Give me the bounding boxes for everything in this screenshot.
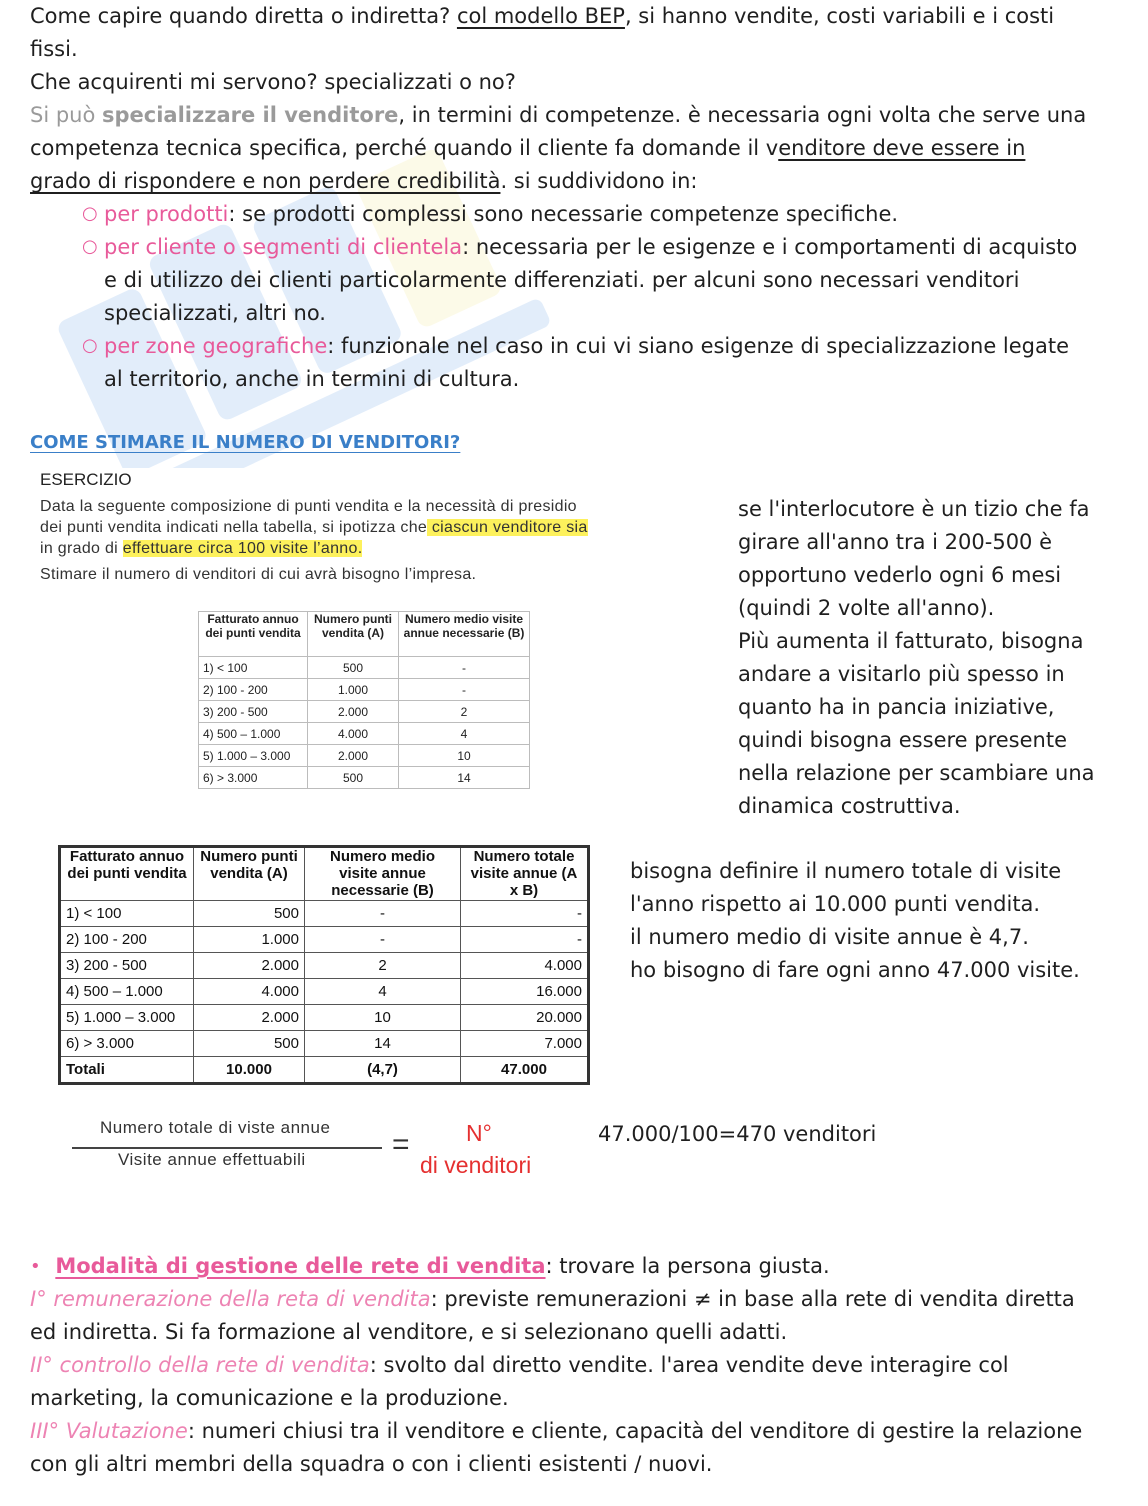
- bullet-cliente: [104, 231, 1077, 264]
- text: competenza tecnica specifica, perché quando il cliente fa domande il v: [30, 136, 779, 160]
- table-row: [60, 1005, 589, 1031]
- text: : trovare la persona giusta.: [545, 1254, 830, 1278]
- intro-line-5: [30, 132, 1025, 165]
- table-cell: 500: [308, 767, 399, 789]
- formula-fraction-bar: [72, 1147, 382, 1149]
- table-cell: 1) < 100: [60, 901, 194, 927]
- text-pink: per zone geografiche: [104, 334, 328, 358]
- intro-line-1: [30, 0, 1054, 33]
- text-pink: per prodotti: [104, 202, 229, 226]
- table-cell: -: [399, 657, 530, 679]
- formula-result-1: N°: [466, 1120, 492, 1146]
- side-note-1-line: (quindi 2 volte all'anno).: [738, 596, 995, 620]
- exercise-line-4: Stimare il numero di venditori di cui avrà bisogno l’impresa.: [40, 566, 477, 583]
- side-note-1-line: girare all'anno tra i 200-500 è: [738, 530, 1053, 554]
- side-note-1-line: quanto ha in pancia iniziative,: [738, 695, 1055, 719]
- text-italic: III° Valutazione: [30, 1419, 188, 1443]
- formula-equals: =: [392, 1128, 410, 1161]
- table-header: Numero totale visite annue (A x B): [461, 847, 589, 901]
- table-row: [199, 745, 530, 767]
- formula-calculation: 47.000/100=470 venditori: [598, 1122, 877, 1146]
- exercise-table: [198, 611, 530, 789]
- table-cell: -: [399, 679, 530, 701]
- table-row: [60, 927, 589, 953]
- text: , in termini di competenze. è necessaria ogni volta che serve una: [398, 103, 1087, 127]
- section2-title-line: [30, 1250, 830, 1284]
- side-note-1-line: quindi bisogna essere presente: [738, 728, 1067, 752]
- section2-p2: [30, 1349, 1009, 1382]
- side-note-2-line: l'anno rispetto ai 10.000 punti vendita.: [630, 892, 1041, 916]
- section2-p2-line-2: marketing, la comunicazione e la produzione.: [30, 1386, 509, 1410]
- table-header: Numero medio visite annue necessarie (B): [399, 612, 530, 657]
- text: : previste remunerazioni ≠ in base alla rete di vendita diretta: [430, 1287, 1075, 1311]
- text: : numeri chiusi tra il venditore e cliente, capacità del venditore di gestire la relazione: [187, 1419, 1083, 1443]
- intro-line-2: fissi.: [30, 37, 78, 61]
- table-cell: (4,7): [305, 1057, 461, 1084]
- table-cell: 4: [399, 723, 530, 745]
- exercise-line-3: [40, 540, 362, 558]
- text: Si può: [30, 103, 103, 127]
- bullet-zone-line-2: al territorio, anche in termini di cultura.: [104, 367, 520, 391]
- table-cell: 4.000: [461, 953, 589, 979]
- bullet-cliente-line-3: specializzati, altri no.: [104, 301, 326, 325]
- table-header: Fatturato annuo dei punti vendita: [60, 847, 194, 901]
- table-cell: 47.000: [461, 1057, 589, 1084]
- table-cell: 500: [308, 657, 399, 679]
- text: : svolto dal diretto vendite. l'area vendite deve interagire col: [369, 1353, 1009, 1377]
- table-row: [199, 701, 530, 723]
- table-cell: 10: [305, 1005, 461, 1031]
- table-header: Numero medio visite annue necessarie (B): [305, 847, 461, 901]
- table-cell: 2.000: [308, 745, 399, 767]
- table-cell: 2) 100 - 200: [199, 679, 308, 701]
- text: Come capire quando diretta o indiretta?: [30, 4, 457, 28]
- text: : se prodotti complessi sono necessarie competenze specifiche.: [228, 202, 899, 226]
- circle-bullet-icon: ○: [82, 236, 98, 257]
- side-note-2-line: bisogna definire il numero totale di visite: [630, 859, 1062, 883]
- text-pink: per cliente o segmenti di clientela: [104, 235, 463, 259]
- side-note-2-line: il numero medio di visite annue è 4,7.: [630, 925, 1029, 949]
- text: , si hanno vendite, costi variabili e i costi: [624, 4, 1055, 28]
- table-cell: 2: [399, 701, 530, 723]
- side-note-1-line: nella relazione per scambiare una: [738, 761, 1095, 785]
- table-cell: 3) 200 - 500: [60, 953, 194, 979]
- exercise-box: [38, 468, 698, 796]
- side-note-1-line: dinamica costruttiva.: [738, 794, 961, 818]
- side-note-1-line: opportuno vederlo ogni 6 mesi: [738, 563, 1062, 587]
- table-row: [199, 723, 530, 745]
- exercise-line-2: [40, 519, 588, 537]
- bullet-icon: •: [30, 1256, 41, 1277]
- text-bold: specializzare il venditore: [102, 103, 399, 127]
- side-note-1-line: se l'interlocutore è un tizio che fa: [738, 497, 1090, 521]
- text: . si suddividono in:: [500, 169, 698, 193]
- table-totals-row: [60, 1057, 589, 1084]
- table-header-row: [60, 847, 589, 901]
- formula-denominator: Visite annue effettuabili: [118, 1150, 306, 1169]
- table-cell: 2) 100 - 200: [60, 927, 194, 953]
- table-row: [199, 767, 530, 789]
- table-cell: 1) < 100: [199, 657, 308, 679]
- section2-p3-line-2: con gli altri membri della squadra o con i clienti esistenti / nuovi.: [30, 1452, 713, 1476]
- table-cell: 20.000: [461, 1005, 589, 1031]
- bullet-prodotti: [104, 198, 898, 231]
- table-cell: 5) 1.000 – 3.000: [60, 1005, 194, 1031]
- section2-p3: [30, 1415, 1082, 1448]
- table-cell: -: [305, 901, 461, 927]
- table-cell: 1.000: [194, 927, 305, 953]
- formula-result-2: di venditori: [420, 1152, 532, 1178]
- table-cell: 4.000: [308, 723, 399, 745]
- text-underlined: grado di rispondere e non perdere credibilità: [30, 169, 501, 193]
- table-row: [60, 953, 589, 979]
- bullet-cliente-line-2: e di utilizzo dei clienti particolarmente differenziati. per alcuni sono necessari venditori: [104, 268, 1020, 292]
- intro-line-6: [30, 165, 698, 198]
- table-cell: 4) 500 – 1.000: [60, 979, 194, 1005]
- table-cell: 6) > 3.000: [199, 767, 308, 789]
- table-cell: Totali: [60, 1057, 194, 1084]
- section2-p1: [30, 1283, 1075, 1316]
- table-row: [60, 901, 589, 927]
- table-cell: 4) 500 – 1.000: [199, 723, 308, 745]
- table-row: [199, 679, 530, 701]
- table-cell: 500: [194, 1031, 305, 1057]
- table-cell: 7.000: [461, 1031, 589, 1057]
- text-underlined: enditore deve essere in: [778, 136, 1026, 160]
- table-cell: 3) 200 - 500: [199, 701, 308, 723]
- table-cell: 4: [305, 979, 461, 1005]
- section2-p1-line-2: ed indiretta. Si fa formazione al venditore, e si selezionano quelli adatti.: [30, 1320, 788, 1344]
- section2-title: Modalità di gestione delle rete di vendita: [55, 1254, 546, 1278]
- table-cell: 1.000: [308, 679, 399, 701]
- table-row: [60, 979, 589, 1005]
- text: dei punti vendita indicati nella tabella, si ipotizza che: [40, 519, 428, 536]
- table-cell: -: [461, 927, 589, 953]
- table-header: Numero punti vendita (A): [308, 612, 399, 657]
- table-cell: 14: [305, 1031, 461, 1057]
- side-note-1-line: andare a visitarlo più spesso in: [738, 662, 1065, 686]
- text: : necessaria per le esigenze e i comportamenti di acquisto: [462, 235, 1078, 259]
- bullet-zone: [104, 330, 1069, 363]
- table-cell: 14: [399, 767, 530, 789]
- text-highlighted: ciascun venditore sia: [427, 519, 588, 536]
- table-cell: 10: [399, 745, 530, 767]
- circle-bullet-icon: ○: [82, 335, 98, 356]
- circle-bullet-icon: ○: [82, 203, 98, 224]
- table-cell: 500: [194, 901, 305, 927]
- table-cell: -: [305, 927, 461, 953]
- exercise-line-1: Data la seguente composizione di punti vendita e la necessità di presidio: [40, 498, 577, 515]
- table-cell: -: [461, 901, 589, 927]
- table-cell: 2.000: [194, 1005, 305, 1031]
- exercise-title: ESERCIZIO: [40, 470, 132, 489]
- table-cell: 6) > 3.000: [60, 1031, 194, 1057]
- text-italic: II° controllo della rete di vendita: [30, 1353, 370, 1377]
- table-cell: 16.000: [461, 979, 589, 1005]
- totals-table: [58, 845, 590, 1085]
- table-cell: 4.000: [194, 979, 305, 1005]
- table-row: [60, 1031, 589, 1057]
- table-cell: 10.000: [194, 1057, 305, 1084]
- text-italic: I° remunerazione della reta di vendita: [30, 1287, 431, 1311]
- table-header: Fatturato annuo dei punti vendita: [199, 612, 308, 657]
- table-cell: 2.000: [308, 701, 399, 723]
- table-row: [199, 657, 530, 679]
- side-note-1-line: Più aumenta il fatturato, bisogna: [738, 629, 1084, 653]
- side-note-2-line: ho bisogno di fare ogni anno 47.000 visite.: [630, 958, 1080, 982]
- table-header-row: [199, 612, 530, 657]
- intro-line-3: Che acquirenti mi servono? specializzati o no?: [30, 70, 516, 94]
- text: in grado di: [40, 540, 123, 557]
- table-cell: 5) 1.000 – 3.000: [199, 745, 308, 767]
- formula-numerator: Numero totale di viste annue: [100, 1118, 331, 1137]
- section-heading: COME STIMARE IL NUMERO DI VENDITORI?: [30, 432, 461, 453]
- table-cell: 2.000: [194, 953, 305, 979]
- text-highlighted: effettuare circa 100 visite l’anno.: [122, 540, 363, 557]
- bep-link-text: col modello BEP: [456, 4, 625, 28]
- text: : funzionale nel caso in cui vi siano esigenze di specializzazione legate: [327, 334, 1070, 358]
- intro-line-4: [30, 99, 1086, 132]
- table-header: Numero punti vendita (A): [194, 847, 305, 901]
- table-cell: 2: [305, 953, 461, 979]
